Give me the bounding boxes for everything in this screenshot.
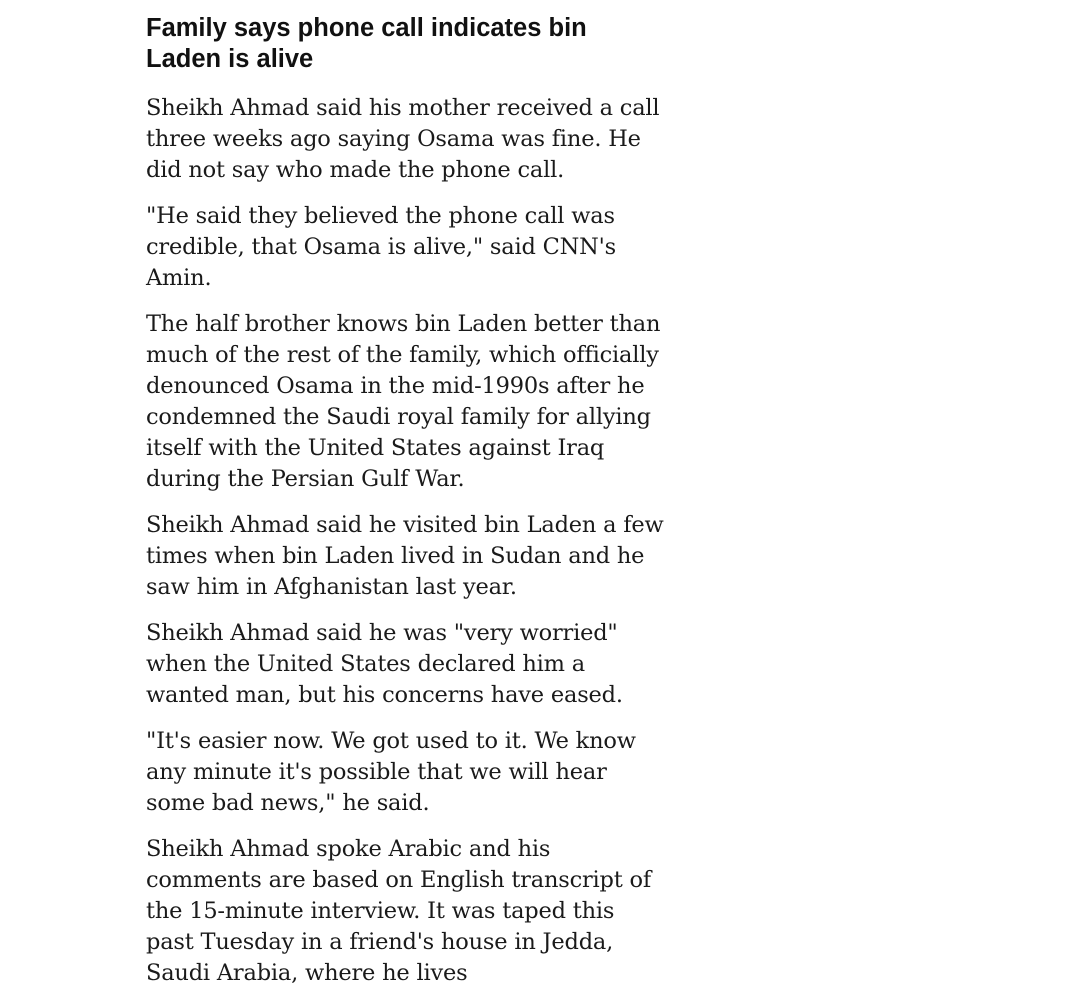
article-paragraph: The half brother knows bin Laden better than much of the rest of the family, which officially denounced Osama in the mid-1990s after he condemned the Saudi royal family for allying itself with the United States against Iraq during the Persian Gulf War.: [146, 311, 661, 492]
article-paragraph: Sheikh Ahmad said he visited bin Laden a few times when bin Laden lived in Sudan and he saw him in Afghanistan last year.: [146, 512, 664, 600]
article-paragraph: "He said they believed the phone call was credible, that Osama is alive," said CNN's Amin.: [146, 203, 616, 291]
article-paragraph: Sheikh Ahmad said his mother received a call three weeks ago saying Osama was fine. He did not say who made the phone call.: [146, 95, 660, 183]
article-headline: Family says phone call indicates bin Laden is alive: [146, 14, 587, 73]
article: [146, 13, 666, 1004]
article-paragraph: Sheikh Ahmad said he was "very worried" when the United States declared him a wanted man, but his concerns have eased.: [146, 620, 623, 708]
article-paragraph: "It's easier now. We got used to it. We know any minute it's possible that we will hear some bad news," he said.: [146, 728, 636, 816]
article-paragraph: Sheikh Ahmad spoke Arabic and his comments are based on English transcript of the 15-minute interview. It was taped this past Tuesday in a friend's house in Jedda, Saudi Arabia, where he lives: [146, 836, 651, 986]
